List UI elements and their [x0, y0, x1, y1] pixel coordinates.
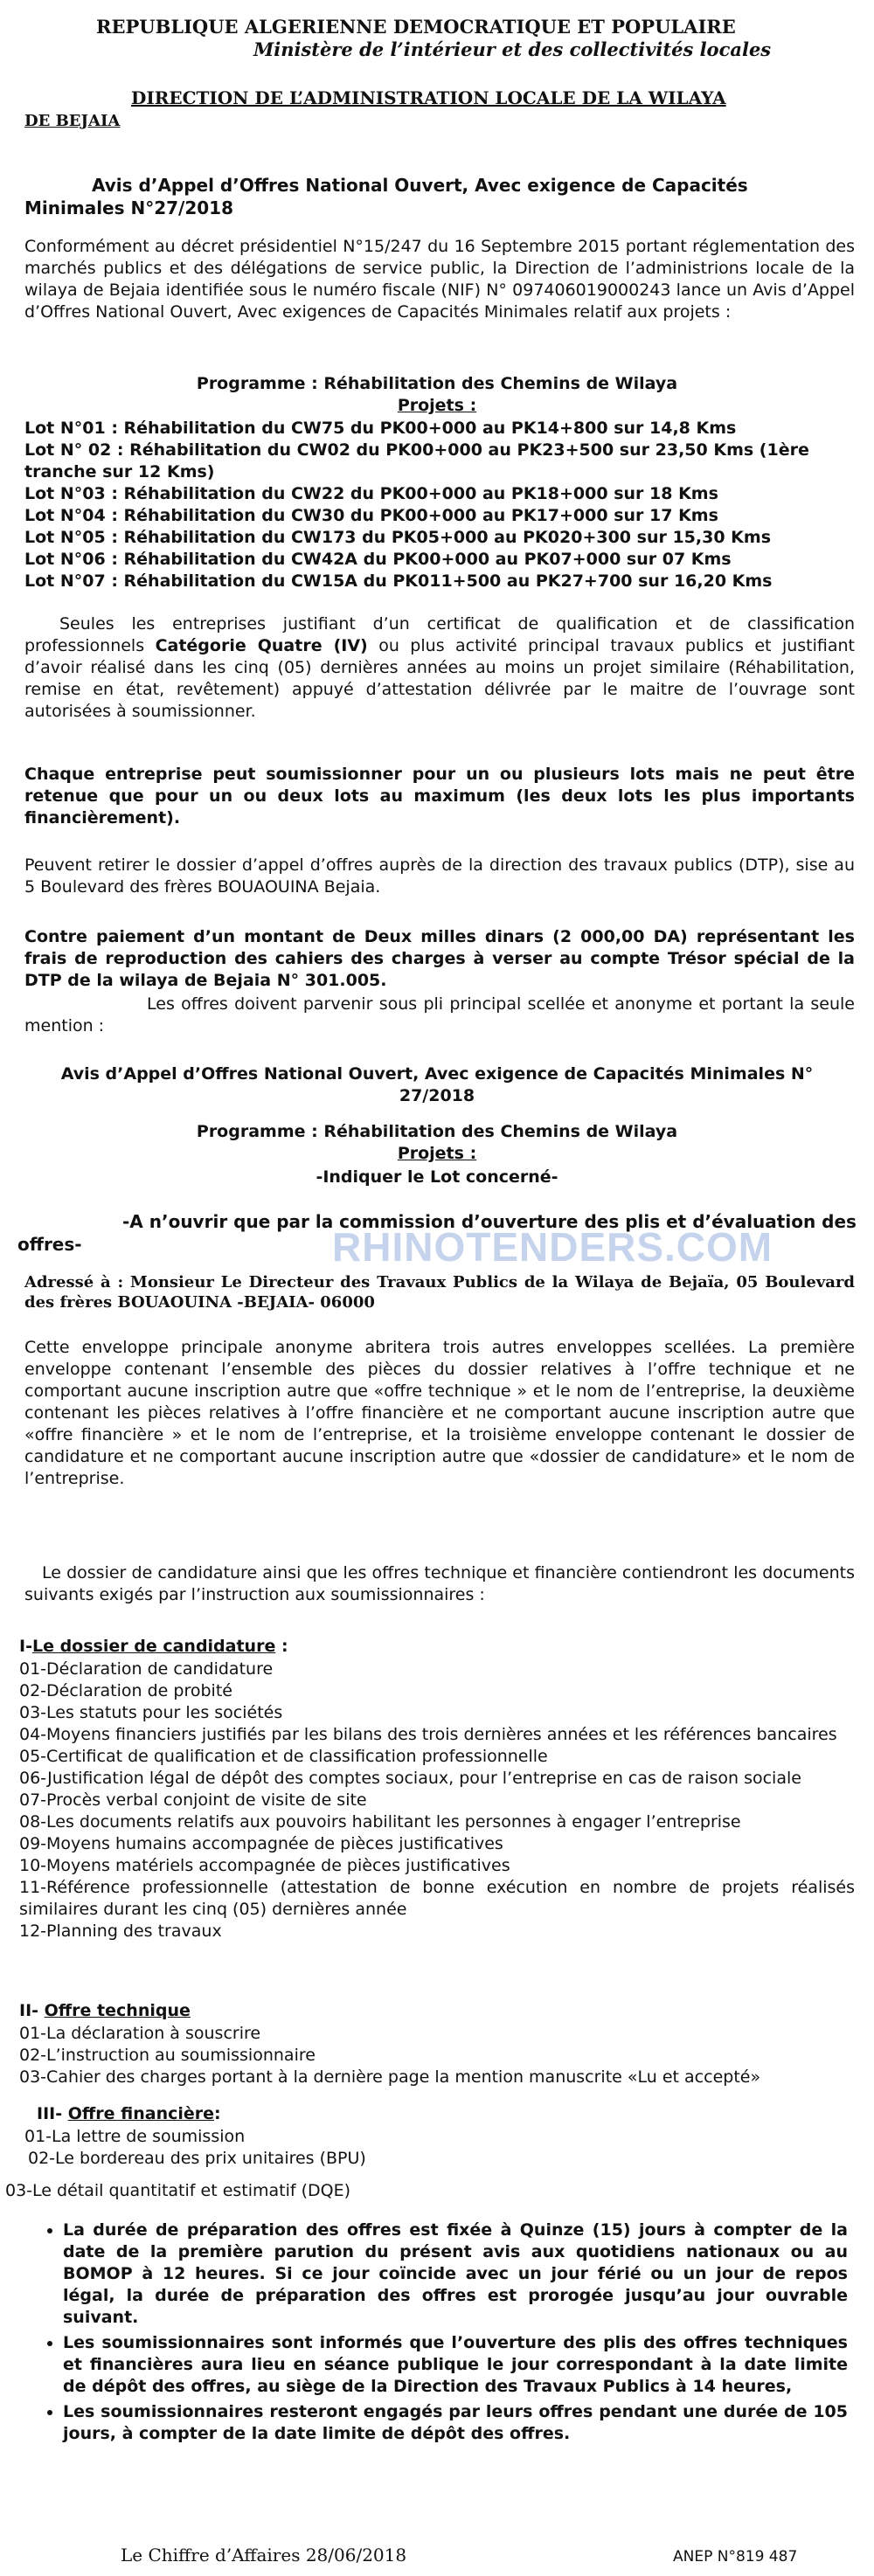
- technique-heading-prefix: II-: [19, 2001, 45, 2020]
- eligibility-text-pre: Seules les entreprises justifiant d’un certificat de qualification et de classification professionnels: [24, 614, 855, 655]
- candidature-item: 12-Planning des travaux: [19, 1922, 222, 1941]
- notice-title-line2: Minimales N°27/2018: [24, 197, 234, 218]
- financiere-item-2: 02-Le bordereau des prix unitaires (BPU): [28, 2149, 366, 2168]
- technique-item: 01-La déclaration à souscrire: [19, 2024, 261, 2043]
- notice-title-line1: Avis d’Appel d’Offres National Ouvert, Avec exigence de Capacités: [92, 175, 748, 196]
- eligibility-category: Catégorie Quatre (IV): [155, 636, 368, 655]
- lot-02-continued: tranche sur 12 Kms): [24, 462, 215, 481]
- programme-label: Programme : Réhabilitation des Chemins de Wilaya: [196, 374, 678, 393]
- candidature-item: 10-Moyens matériels accompagnée de pièces justificatives: [19, 1856, 510, 1875]
- candidature-heading-text: Le dossier de candidature: [31, 1637, 276, 1656]
- candidature-item: 06-Justification légal de dépôt des comptes sociaux, pour l’entreprise en cas de raison sociale: [19, 1769, 801, 1788]
- envelope-paragraph: Cette enveloppe principale anonyme abritera trois autres enveloppes scellées. La première enveloppe contenant l’ensemble des pièces du dossier relatives à l’offre technique et ne comportant aucune inscription autre que «offre technique » et le nom de l’entreprise, la deuxième contenant les pièces relatives à l’offre financière et ne comportant aucune inscription autre que «offre financière » et le nom de l’entreprise, et la troisième enveloppe contenant le dossier de candidature et ne comportant aucune inscription autre que «dossier de candidature» et le nom de l’entreprise.: [24, 1338, 855, 1488]
- candidature-item: 07-Procès verbal conjoint de visite de site: [19, 1790, 367, 1810]
- candidature-item: 02-Déclaration de probité: [19, 1681, 232, 1700]
- candidature-item: 01-Déclaration de candidature: [19, 1659, 274, 1679]
- offers-intro-paragraph: Les offres doivent parvenir sous pli principal scellée et anonyme et portant la seule mention :: [24, 994, 855, 1035]
- lot-04: Lot N°04 : Réhabilitation du CW30 du PK00+000 au PK17+000 sur 17 Kms: [24, 506, 718, 525]
- publication-source: Le Chiffre d’Affaires 28/06/2018: [121, 2545, 407, 2566]
- lot-06: Lot N°06 : Réhabilitation du CW42A du PK00+000 au PK07+000 sur 07 Kms: [24, 550, 732, 569]
- lot-07: Lot N°07 : Réhabilitation du CW15A du PK011+500 au PK27+700 sur 16,20 Kms: [24, 571, 773, 591]
- republic-header: REPUBLIQUE ALGERIENNE DEMOCRATIQUE ET POPULAIRE: [96, 16, 736, 38]
- mention-programme: Programme : Réhabilitation des Chemins de Wilaya: [196, 1122, 678, 1141]
- eligibility-paragraph: [24, 613, 855, 723]
- financiere-heading-prefix: III-: [37, 2104, 68, 2123]
- mention-title-line1: Avis d’Appel d’Offres National Ouvert, Avec exigence de Capacités Minimales N°: [60, 1064, 814, 1084]
- bullet-validity-period: • Les soumissionnaires resteront engagés par leurs offres pendant une durée de 105 jours, à compter de la date limite de dépôt des offres.: [63, 2401, 848, 2445]
- candidature-item: 03-Les statuts pour les sociétés: [19, 1703, 283, 1722]
- candidature-item: 05-Certificat de qualification et de classification professionnelle: [19, 1747, 548, 1766]
- candidature-heading-suffix: :: [275, 1637, 288, 1656]
- technique-heading: [19, 2001, 544, 2020]
- address-paragraph: Adressé à : Monsieur Le Directeur des Travaux Publics de la Wilaya de Bejaïa, 05 Boulevard des frères BOUAOUINA -BEJAIA- 06000: [24, 1273, 855, 1312]
- lot-02: Lot N° 02 : Réhabilitation du CW02 du PK00+000 au PK23+500 sur 23,50 Kms (1ère: [24, 440, 809, 460]
- technique-heading-text: Offre technique: [44, 2001, 191, 2020]
- site-watermark: RHINOTENDERS.COM: [332, 1224, 773, 1270]
- lot-01: Lot N°01 : Réhabilitation du CW75 du PK00+000 au PK14+800 sur 14,8 Kms: [24, 419, 737, 438]
- lot-05: Lot N°05 : Réhabilitation du CW173 du PK05+000 au PK020+300 sur 15,30 Kms: [24, 528, 771, 547]
- bullet-opening-session: • Les soumissionnaires sont informés que l’ouverture des plis des offres techniques et financières aura lieu en séance publique le jour correspondant à la date limite de dépôt des offres, au siège de la Direction des Travaux Publics à 14 heures,: [63, 2332, 848, 2398]
- mention-projets: Projets :: [397, 1144, 477, 1163]
- financiere-heading-text: Offre financière: [67, 2104, 215, 2123]
- financiere-item-3: 03-Le détail quantitatif et estimatif (DQE): [5, 2181, 351, 2200]
- anep-number: ANEP N°819 487: [673, 2548, 798, 2566]
- mention-title-line2: 27/2018: [399, 1086, 475, 1105]
- candidature-list: [19, 1658, 855, 1942]
- candidature-heading: [19, 1637, 544, 1656]
- bullet-preparation-duration: • La durée de préparation des offres est fixée à Quinze (15) jours à compter de la date de la première parution du présent avis aux quotidiens nationaux ou au BOMOP à 12 heures. Si ce jour coïncide avec un jour férié ou un jour de repos légal, la durée de préparation des offres est prorogée jusqu’au jour ouvrable suivant.: [63, 2219, 848, 2329]
- eligibility-text-post: ou plus activité principal travaux publics et justifiant d’avoir réalisé dans les cinq (05) dernières années au moins un projet similaire (Réhabilitation, remise en état, revêtement) appuyé d’attestation délivrée par le maitre de l’ouvrage sont autorisées à soumissionner.: [24, 636, 855, 721]
- direction-header: DIRECTION DE L’ADMINISTRATION LOCALE DE LA WILAYA: [131, 87, 726, 108]
- candidature-heading-prefix: I-: [19, 1637, 32, 1656]
- withdrawal-paragraph: Peuvent retirer le dossier d’appel d’offres auprès de la direction des travaux publics (DTP), sise au 5 Boulevard des frères BOUAOUINA Bejaia.: [24, 855, 855, 897]
- technique-item: 02-L’instruction au soumissionnaire: [19, 2046, 316, 2065]
- ministry-header: Ministère de l’intérieur et des collectivités locales: [253, 38, 772, 60]
- technique-list: [19, 2023, 855, 2088]
- lot-03: Lot N°03 : Réhabilitation du CW22 du PK00+000 au PK18+000 sur 18 Kms: [24, 484, 718, 503]
- financiere-item-1: 01-La lettre de soumission: [24, 2127, 246, 2146]
- documents-intro-paragraph: Le dossier de candidature ainsi que les offres technique et financière contiendront les documents suivants exigés par l’instruction aux soumissionnaires :: [24, 1563, 855, 1604]
- candidature-item: 04-Moyens financiers justifiés par les bilans des trois dernières années et les références bancaires: [19, 1725, 837, 1744]
- payment-paragraph: Contre paiement d’un montant de Deux milles dinars (2 000,00 DA) représentant les frais de reproduction des cahiers des charges à verser au compte Trésor spécial de la DTP de la wilaya de Bejaia N° 301.005.: [24, 927, 855, 990]
- wilaya-header: DE BEJAIA: [24, 112, 121, 130]
- candidature-item: 09-Moyens humains accompagnée de pièces justificatives: [19, 1834, 503, 1853]
- candidature-item: 08-Les documents relatifs aux pouvoirs habilitant les personnes à engager l’entreprise: [19, 1812, 741, 1832]
- mention-lot-instruction: -Indiquer le Lot concerné-: [316, 1167, 558, 1187]
- technique-item: 03-Cahier des charges portant à la dernière page la mention manuscrite «Lu et accepté»: [19, 2067, 761, 2087]
- projets-label: Projets :: [397, 396, 477, 415]
- lots-rule-paragraph: Chaque entreprise peut soumissionner pour un ou plusieurs lots mais ne peut être retenue que pour un ou deux lots au maximum (les deux lots les plus importants financièrement).: [24, 765, 855, 828]
- mention-opening-line2: offres-: [17, 1234, 82, 1255]
- financiere-heading: [37, 2104, 561, 2123]
- candidature-item: 11-Référence professionnelle (attestation de bonne exécution en nombre de projets réalisés similaires durant les cinq (05) dernières année: [19, 1878, 855, 1919]
- mention-opening-line1: -A n’ouvrir que par la commission d’ouverture des plis et d’évaluation des: [122, 1211, 857, 1232]
- closing-bullets: [26, 2219, 848, 2448]
- financiere-heading-suffix: :: [214, 2104, 221, 2123]
- intro-paragraph: Conformément au décret présidentiel N°15/247 du 16 Septembre 2015 portant réglementation des marchés publics et des délégations de service public, la Direction de l’administrions locale de la wilaya de Bejaia identifiée sous le numéro fiscale (NIF) N° 097406019000243 lance un Avis d’Appel d’Offres National Ouvert, Avec exigences de Capacités Minimales relatif aux projets :: [24, 237, 855, 322]
